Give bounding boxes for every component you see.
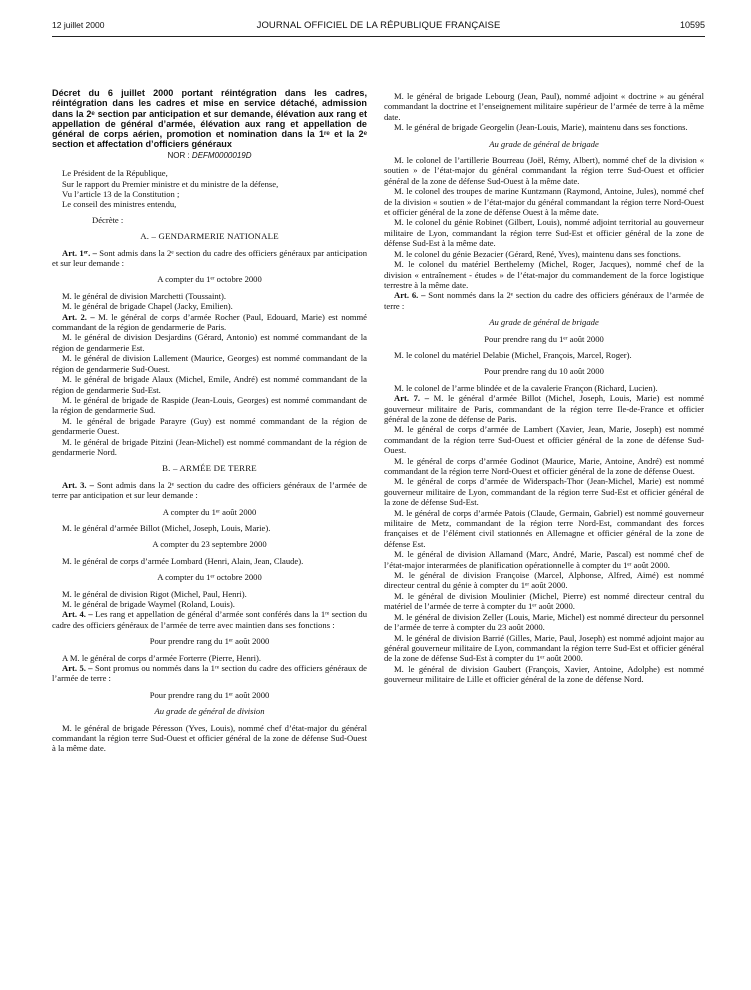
article-text: Les rang et appellation de général d’armée sont conférés dans la 1ʳᵉ section du cadre des officiers généraux de l’armée de terre avec maintien dans ses fonctions :	[52, 609, 367, 630]
article-text: Sont admis dans la 2ᵉ section du cadre des officiers généraux de l’armée de terre par anticipation et sur leur demande :	[52, 479, 367, 501]
date-subheading: A compter du 1ᵉʳ août 2000	[162, 506, 257, 517]
paragraph: M. le général de corps d’armée Godinot (Maurice, Marie, Antoine, André) est nommé commandant de la région terre Nord-Ouest et officier général de la zone de défense Ouest.	[384, 455, 704, 476]
paragraph: M. le général de division Allamand (Marc, André, Marie, Pascal) est nommé chef de l’état-major interarmées de planification opérationnelle à compter du 1ᵉʳ août 2000.	[384, 549, 704, 570]
article-6	[384, 290, 704, 311]
section-heading-gendarmerie: A. – GENDARMERIE NATIONALE	[140, 231, 279, 242]
paragraph: M. le colonel de l’arme blindée et de la cavalerie Françon (Richard, Lucien).	[394, 382, 658, 393]
date-subheading: Pour prendre rang du 1ᵉʳ août 2000	[149, 636, 270, 647]
paragraph: M. le général de division Barrié (Gilles, Marie, Paul, Joseph) est nommé adjoint major au général gouverneur militaire de Lyon, commandant la région terre Sud-Est et officier général de la zone de défense Sud-Est à compter du 1ᵉʳ août 2000.	[384, 632, 704, 664]
paragraph: M. le général de brigade de Raspide (Jean-Louis, Georges) est nommé commandant de la région de gendarmerie Sud.	[52, 394, 367, 416]
section-heading-armee-de-terre: B. – ARMÉE DE TERRE	[162, 463, 257, 474]
page-header	[52, 20, 705, 37]
paragraph: M. le général de brigade Lebourg (Jean, Paul), nommé adjoint « doctrine » au général commandant la doctrine et l’enseignement militaire supérieur de l’armée de terre à la même date.	[384, 91, 704, 122]
date-subheading: Pour prendre rang du 1ᵉʳ août 2000	[149, 689, 270, 700]
header-page-number: 10595	[679, 20, 705, 30]
paragraph: M. le général de corps d’armée de Lambert (Xavier, Jean, Marie, Joseph) est nommé commandant de la région terre Sud-Ouest et officier général de la zone de défense Sud-Ouest.	[384, 424, 704, 456]
article-label: Art. 7. –	[394, 393, 429, 404]
paragraph: M. le général de division Zeller (Louis, Marie, Michel) est nommé directeur du personnel de l’armée de terre à compter du 23 août 2000.	[384, 611, 704, 633]
paragraph: M. le général de brigade Chapel (Jacky, Emilien).	[62, 301, 233, 312]
article-text: M. le général d’armée Billot (Michel, Joseph, Louis, Marie) est nommé gouverneur militaire de Paris, commandant de la région terre Ile-de-France et officier général de la zone de défense de Paris.	[384, 393, 704, 424]
paragraph: M. le général de division Moulinier (Michel, Pierre) est nommé directeur central du matériel de l’armée de terre à compter du 1ᵉʳ août 2000.	[384, 590, 704, 612]
paragraph: M. le colonel des troupes de marine Kuntzmann (Raymond, Antoine, Jules), nommé chef de la division « soutien » de l’état-major du général commandant la région terre Nord-Ouest et officier général de la zone de défense Ouest à la même date.	[384, 186, 704, 218]
date-subheading: Pour prendre rang du 1ᵉʳ août 2000	[484, 333, 604, 344]
nor-value: DEFM0000019D	[191, 150, 252, 160]
paragraph: M. le colonel du génie Bezacier (Gérard, René, Yves), maintenu dans ses fonctions.	[394, 248, 681, 259]
paragraph: M. le général de brigade Pitzini (Jean-Michel) est nommé commandant de la région de gendarmerie Nord.	[52, 436, 367, 457]
article-label: Art. 3. –	[62, 479, 94, 490]
paragraph: M. le général de corps d’armée Lombard (Henri, Alain, Jean, Claude).	[62, 555, 304, 566]
article-3	[52, 480, 367, 501]
article-label: Art. 1ᵉʳ. –	[62, 247, 97, 258]
date-subheading: A compter du 1ᵉʳ octobre 2000	[157, 572, 262, 583]
date-subheading: Pour prendre rang du 10 août 2000	[484, 366, 604, 377]
intro-line: Vu l’article 13 de la Constitution ;	[62, 189, 180, 199]
header-journal-title: JOURNAL OFFICIEL DE LA RÉPUBLIQUE FRANÇAISE	[256, 20, 501, 31]
article-label: Art. 2. –	[62, 311, 95, 322]
article-text: Sont admis dans la 2ᵉ section du cadre des officiers généraux par anticipation et sur leur demande :	[52, 247, 367, 269]
date-subheading: A compter du 23 septembre 2000	[152, 539, 267, 550]
paragraph: M. le général de brigade Péresson (Yves, Louis), nommé chef d’état-major du général commandant la région terre Sud-Ouest et officier général de la zone de défense Sud-Ouest à la même date.	[52, 722, 367, 754]
grade-subheading: Au grade de général de brigade	[489, 317, 599, 328]
grade-subheading: Au grade de général de division	[154, 706, 265, 717]
paragraph: M. le général de division Desjardins (Gérard, Antonio) est nommé commandant de la région de gendarmerie Est.	[52, 332, 367, 353]
header-date: 12 juillet 2000	[52, 20, 105, 30]
paragraph: M. le général d’armée Billot (Michel, Joseph, Louis, Marie).	[62, 522, 271, 533]
article-2	[52, 312, 367, 333]
intro-line: Sur le rapport du Premier ministre et du ministre de la défense,	[62, 178, 279, 189]
paragraph: M. le colonel du matériel Delabie (Michel, François, Marcel, Roger).	[394, 349, 632, 360]
paragraph: M. le général de brigade Parayre (Guy) est nommé commandant de la région de gendarmerie Ouest.	[52, 415, 367, 437]
article-7	[384, 393, 704, 424]
paragraph: M. le général de division Marchetti (Toussaint).	[62, 290, 227, 301]
grade-subheading: Au grade de général de brigade	[489, 138, 599, 149]
paragraph: M. le général de division Rigot (Michel, Paul, Henri).	[62, 588, 247, 599]
left-column	[52, 88, 367, 754]
nor-label: NOR :	[167, 150, 192, 160]
article-label: Art. 6. –	[394, 290, 426, 301]
article-label: Art. 4. –	[62, 609, 93, 620]
paragraph: M. le général de division Gaubert (François, Xavier, Antoine, Adolphe) est nommé gouverneur militaire de Lille et officier général de la zone de défense Nord.	[384, 663, 704, 685]
paragraph: M. le général de division Lallement (Maurice, Georges) est nommé commandant de la région de gendarmerie Sud-Ouest.	[52, 353, 367, 374]
paragraph: A M. le général de corps d’armée Forterre (Pierre, Henri).	[62, 652, 262, 663]
article-5	[52, 663, 367, 684]
nor-reference	[52, 151, 367, 161]
right-column	[384, 91, 704, 685]
paragraph: M. le général de brigade Waymel (Roland, Louis).	[62, 599, 235, 609]
paragraph: M. le colonel de l’artillerie Bourreau (Joël, Rémy, Albert), nommé chef de la division « soutien » de l’état-major du général commandant la région terre Sud-Ouest et officier général de la zone de défense Sud-Ouest à la même date.	[384, 155, 704, 186]
paragraph: M. le colonel du matériel Berthelemy (Michel, Roger, Jacques), nommé chef de la division « entraînement - études » de l’état-major du commandement de la force logistique terrestre à la même date.	[384, 259, 704, 290]
article-1	[52, 248, 367, 269]
article-text: Sont nommés dans la 2ᵉ section du cadre des officiers généraux de l’armée de terre :	[384, 290, 704, 311]
paragraph: M. le général de division Françoise (Marcel, Alphonse, Alfred, Aimé) est nommé directeur central du génie à compter du 1ᵉʳ août 2000.	[384, 570, 704, 591]
decrete-line: Décrète :	[92, 214, 124, 225]
paragraph: M. le colonel du génie Robinet (Gilbert, Louis), nommé adjoint territorial au gouverneur militaire de Lyon, commandant la région terre Sud-Est et officier général de la zone de défense Sud-Est à la même date.	[384, 217, 704, 249]
article-text: M. le général de corps d’armée Rocher (Paul, Edouard, Marie) est nommé commandant de la région de gendarmerie de Paris.	[52, 311, 367, 333]
paragraph: M. le général de brigade Alaux (Michel, Emile, André) est nommé commandant de la région de gendarmerie Sud-Est.	[52, 374, 367, 395]
intro-line: Le conseil des ministres entendu,	[62, 199, 177, 210]
paragraph: M. le général de brigade Georgelin (Jean-Louis, Marie), maintenu dans ses fonctions.	[394, 122, 688, 133]
article-text: Sont promus ou nommés dans la 1ʳᵉ section du cadre des officiers généraux de l’armée de terre :	[52, 663, 367, 684]
paragraph: M. le général de corps d’armée de Widerspach-Thor (Jean-Michel, Marie) est nommé gouverneur militaire de Lyon, commandant de la région terre Sud-Est et officier général de la zone de défense Sud-Est.	[384, 476, 704, 508]
date-subheading: A compter du 1ᵉʳ octobre 2000	[157, 274, 262, 285]
paragraph: M. le général de corps d’armée Patois (Claude, Germain, Gabriel) est nommé gouverneur militaire de Metz, commandant de la région terre Nord-Est, commandant des forces françaises et de l’élément civil stationnés en Allemagne et officier général de la zone de défense Est.	[384, 507, 704, 549]
decree-title: Décret du 6 juillet 2000 portant réintégration dans les cadres, réintégration dans les cadres et mise en service détaché, admission dans la 2ᵉ section par anticipation et sur demande, élévation aux rang et appellation de général d’armée, élévation aux rang et appellation de général de corps aérien, promotion et nomination dans la 1ʳᵉ et la 2ᵉ section et affectation d’officiers généraux	[52, 88, 367, 150]
intro-line: Le Président de la République,	[62, 168, 168, 179]
article-label: Art. 5. –	[62, 663, 93, 674]
article-4	[52, 609, 367, 630]
